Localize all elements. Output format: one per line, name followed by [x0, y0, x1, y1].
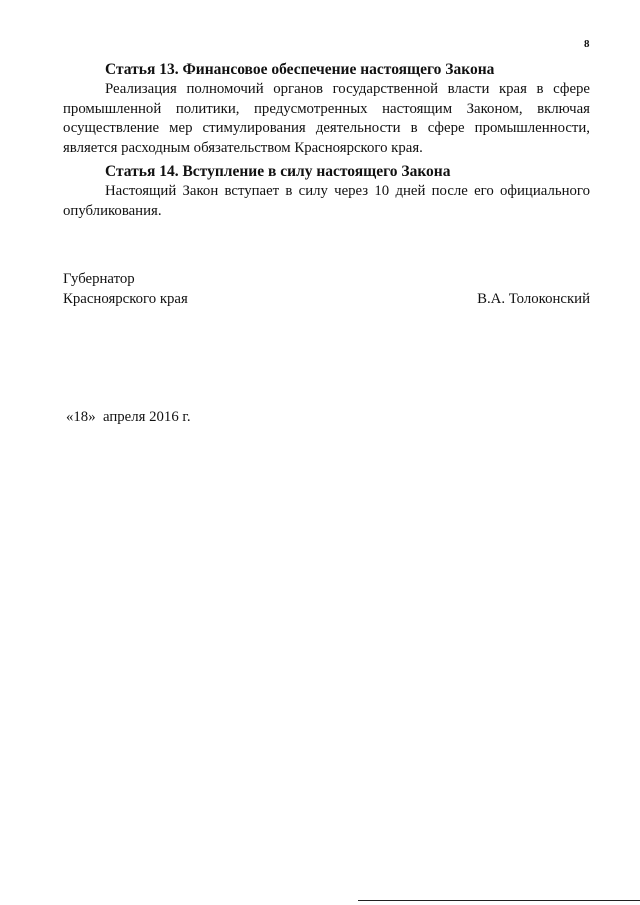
footer-rule — [358, 900, 640, 901]
article-13-title: Статья 13. Финансовое обеспечение настоящего Закона — [105, 61, 495, 78]
article-13 — [63, 60, 590, 158]
signatory-name: В.А. Толоконский — [477, 290, 590, 307]
signing-date: «18» апреля 2016 г. — [66, 409, 191, 425]
signatory-role-line2: Красноярского края — [63, 290, 188, 307]
article-14-text: Настоящий Закон вступает в силу через 10 дней после его официального опубликования. — [63, 183, 590, 219]
page-number: 8 — [584, 38, 590, 50]
signature-block — [63, 270, 590, 309]
article-14 — [63, 162, 590, 221]
signatory-role-line1: Губернатор — [63, 271, 135, 287]
article-14-title: Статья 14. Вступление в силу настоящего Закона — [105, 163, 451, 180]
article-13-text: Реализация полномочий органов государственной власти края в сфере промышленной политики, предусмотренных настоящим Законом, включая осуществление мер стимулирования деятельности в сфере промышленности, является расходным обязательством Красноярского края. — [63, 81, 590, 156]
